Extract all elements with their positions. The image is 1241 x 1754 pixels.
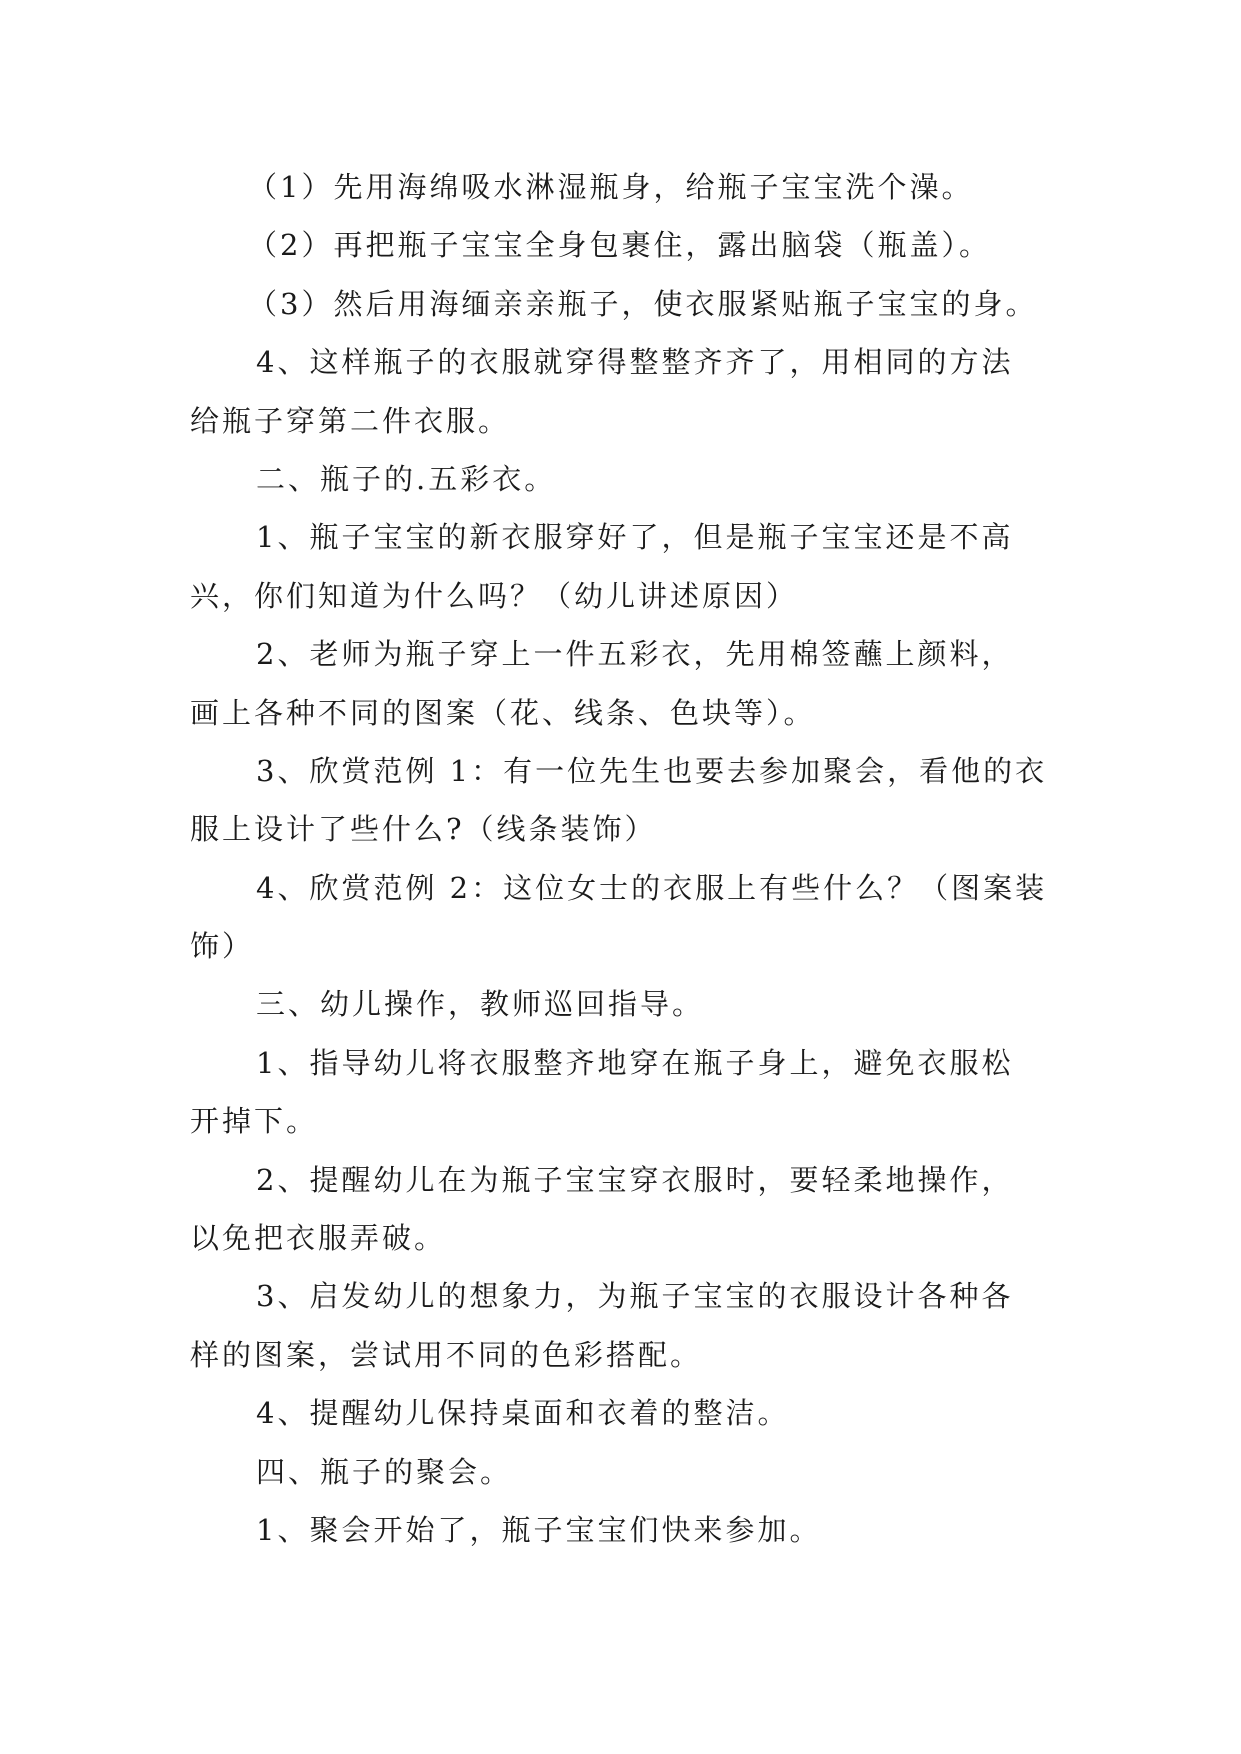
paragraph-line: 1、聚会开始了，瓶子宝宝们快来参加。 (256, 1512, 822, 1547)
paragraph-line: 服上设计了些什么?（线条装饰） (190, 812, 657, 847)
paragraph-line: 画上各种不同的图案（花、线条、色块等）。 (190, 695, 816, 730)
paragraph-line: 饰） (190, 929, 255, 964)
paragraph-line: 4、提醒幼儿保持桌面和衣着的整洁。 (256, 1396, 790, 1431)
paragraph-line: 兴，你们知道为什么吗？（幼儿讲述原因） (190, 578, 799, 613)
step-line: （2）再把瓶子宝宝全身包裹住，露出脑袋（瓶盖）。 (248, 228, 991, 263)
step-line: （3）然后用海缅亲亲瓶子，使衣服紧贴瓶子宝宝的身。 (248, 286, 1038, 321)
paragraph-line: 1、指导幼儿将衣服整齐地穿在瓶子身上，避免衣服松 (256, 1045, 1014, 1080)
step-line: （1）先用海绵吸水淋湿瓶身，给瓶子宝宝洗个澡。 (248, 170, 974, 204)
paragraph-line: 4、这样瓶子的衣服就穿得整整齐齐了，用相同的方法 (256, 345, 1014, 380)
paragraph-line: 3、欣赏范例 1：有一位先生也要去参加聚会，看他的衣 (256, 753, 1048, 788)
paragraph-line: 样的图案，尝试用不同的色彩搭配。 (190, 1337, 703, 1372)
paragraph-line: 2、提醒幼儿在为瓶子宝宝穿衣服时，要轻柔地操作， (256, 1162, 1014, 1197)
paragraph-line: 开掉下。 (190, 1104, 319, 1139)
section-heading: 二、瓶子的.五彩衣。 (256, 461, 557, 496)
paragraph-line: 3、启发幼儿的想象力，为瓶子宝宝的衣服设计各种各 (256, 1279, 1014, 1314)
section-heading: 三、幼儿操作，教师巡回指导。 (256, 987, 705, 1022)
paragraph-line: 2、老师为瓶子穿上一件五彩衣，先用棉签蘸上颜料， (256, 637, 1014, 672)
paragraph-line: 给瓶子穿第二件衣服。 (190, 403, 511, 438)
section-heading: 四、瓶子的聚会。 (256, 1454, 513, 1489)
document-body (190, 158, 1090, 1559)
paragraph-line: 4、欣赏范例 2：这位女士的衣服上有些什么？（图案装 (256, 870, 1048, 905)
paragraph-line: 1、瓶子宝宝的新衣服穿好了，但是瓶子宝宝还是不高 (256, 520, 1014, 555)
paragraph-line: 以免把衣服弄破。 (190, 1221, 447, 1256)
